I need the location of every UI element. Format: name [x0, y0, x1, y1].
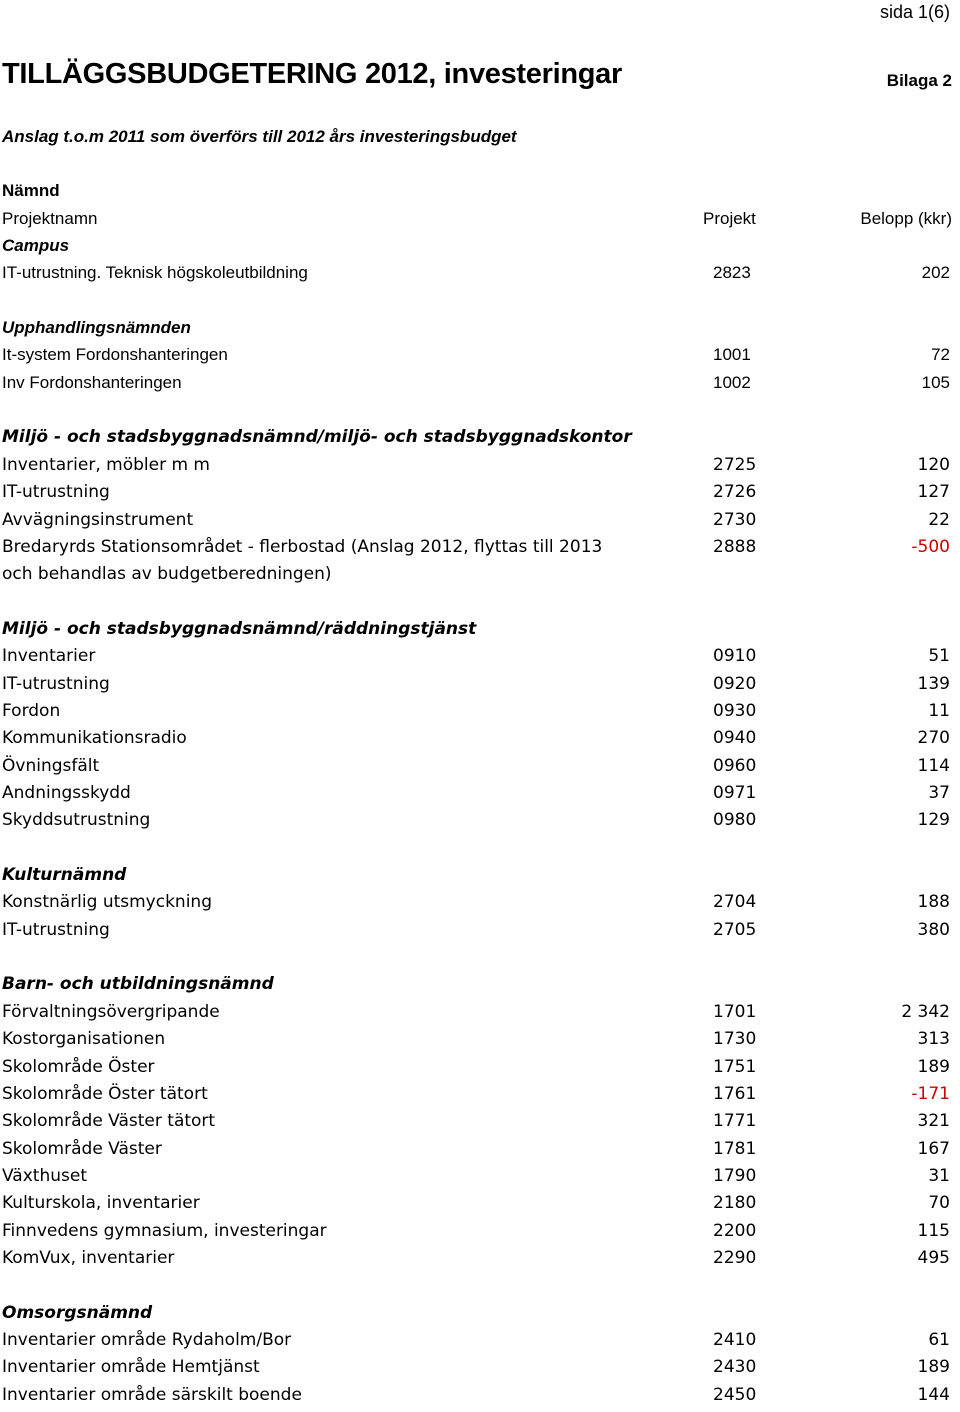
amount-cell: 114: [917, 755, 950, 776]
project-name-cell: Skyddsutrustning: [2, 810, 151, 831]
amount-cell: 313: [917, 1029, 950, 1050]
project-name-cell: Skolområde Öster tätort: [2, 1083, 208, 1104]
project-number-cell: 1730: [713, 1029, 757, 1050]
amount-cell: 72: [931, 345, 950, 365]
amount-cell: 380: [917, 919, 950, 940]
amount-cell: 31: [928, 1165, 950, 1186]
amount-cell: 167: [917, 1138, 950, 1159]
project-number-cell: 1001: [713, 345, 751, 365]
table-row: [2, 345, 950, 372]
appendix-label: Bilaga 2: [886, 71, 952, 90]
table-row: [2, 1248, 950, 1275]
table-row: [2, 1385, 950, 1412]
page-number: sida 1(6): [879, 2, 950, 22]
project-number-cell: 0960: [713, 755, 757, 776]
table-row: [2, 1084, 950, 1111]
project-name-cell: Inventarier: [2, 646, 96, 667]
project-name-cell: Skolområde Väster: [2, 1138, 162, 1159]
project-name-cell: Skolområde Öster: [2, 1056, 155, 1077]
amount-cell: 270: [917, 728, 950, 749]
project-name-cell: IT-utrustning. Teknisk högskoleutbildning: [2, 263, 308, 283]
table-row: [2, 1357, 950, 1384]
project-name-cell: Bredaryrds Stationsområdet - flerbostad (Anslag 2012, flyttas till 2013: [2, 536, 603, 557]
table-row: [2, 1002, 950, 1029]
project-name-cell: IT-utrustning: [2, 482, 110, 503]
table-row: [2, 1029, 950, 1056]
table-row: [2, 674, 950, 701]
project-number-cell: 2823: [713, 263, 751, 283]
amount-cell: 70: [928, 1193, 950, 1214]
table-row: [2, 1166, 950, 1193]
project-number-cell: 2410: [713, 1330, 757, 1350]
table-row: [2, 510, 950, 537]
project-name-cell: IT-utrustning: [2, 673, 110, 694]
section-heading: [2, 865, 950, 892]
amount-cell: 495: [917, 1247, 950, 1268]
amount-cell: 202: [921, 263, 950, 283]
table-row: [2, 1111, 950, 1138]
amount-cell: 189: [917, 1056, 950, 1077]
amount-cell: 188: [917, 892, 950, 913]
project-number-cell: 2730: [713, 509, 757, 530]
project-name-cell: Förvaltningsövergripande: [2, 1001, 220, 1022]
amount-cell: 115: [917, 1220, 950, 1241]
table-row: [2, 1057, 950, 1084]
section-heading-text: Upphandlingsnämnden: [2, 318, 191, 338]
amount-cell: 321: [917, 1111, 950, 1132]
document-title: TILLÄGGSBUDGETERING 2012, investeringar: [2, 58, 622, 90]
amount-cell: 2 342: [901, 1001, 950, 1022]
project-name-cell: Inventarier område Rydaholm/Bor: [2, 1330, 292, 1350]
table-row: [2, 646, 950, 673]
amount-cell: 139: [917, 673, 950, 694]
table-row: [2, 1139, 950, 1166]
table-row: [2, 783, 950, 810]
amount-cell: 105: [921, 372, 950, 392]
project-name-cell: Konstnärlig utsmyckning: [2, 892, 212, 913]
project-name-cell: Avvägningsinstrument: [2, 509, 194, 530]
table-row: [2, 455, 950, 482]
project-name-cell: Inv Fordonshanteringen: [2, 372, 182, 392]
table-row: [2, 263, 950, 290]
table-row: [2, 1330, 950, 1357]
project-name-cell: Kostorganisationen: [2, 1029, 166, 1050]
table-row: [2, 482, 950, 509]
header-amount: Belopp (kkr): [860, 209, 952, 228]
amount-cell: 11: [928, 700, 950, 721]
project-number-cell: 1771: [713, 1111, 757, 1132]
project-number-cell: 1751: [713, 1056, 757, 1077]
section-heading-text: Miljö - och stadsbyggnadsnämnd/räddningstjänst: [2, 618, 477, 639]
section-heading-text: Campus: [2, 236, 70, 255]
project-number-cell: 2704: [713, 892, 757, 913]
project-number-cell: 2705: [713, 919, 757, 940]
table-row: [2, 892, 950, 919]
header-project: Projekt: [703, 209, 756, 228]
project-name-cell: Inventarier område särskilt boende: [2, 1384, 302, 1405]
project-number-cell: 2888: [713, 536, 757, 557]
amount-cell: 127: [917, 482, 950, 503]
table-row: [2, 1193, 950, 1220]
amount-cell: 189: [917, 1357, 950, 1378]
project-name-cell: Kulturskola, inventarier: [2, 1193, 200, 1214]
section-heading-text: Barn- och utbildningsnämnd: [2, 974, 274, 995]
header-project-name: Projektnamn: [2, 209, 98, 228]
project-number-cell: 0910: [713, 646, 757, 667]
section-heading-text: Omsorgsnämnd: [2, 1302, 153, 1323]
project-name-cell: It-system Fordonshanteringen: [2, 345, 228, 365]
project-name-cell: IT-utrustning: [2, 919, 110, 940]
project-number-cell: 2200: [713, 1220, 757, 1241]
section-heading: [2, 1303, 950, 1330]
project-number-cell: 0940: [713, 728, 757, 749]
project-name-cell: Inventarier område Hemtjänst: [2, 1357, 260, 1378]
amount-cell: 129: [917, 810, 950, 831]
project-number-cell: 1761: [713, 1083, 757, 1104]
project-number-cell: 2725: [713, 454, 757, 475]
project-number-cell: 0980: [713, 810, 757, 831]
amount-cell: 120: [917, 454, 950, 475]
amount-cell: 144: [917, 1384, 950, 1405]
project-name-cell: och behandlas av budgetberedningen): [2, 564, 332, 585]
project-number-cell: 2430: [713, 1357, 757, 1378]
project-number-cell: 1002: [713, 372, 751, 392]
amount-cell: 51: [928, 646, 950, 667]
section-heading: [2, 318, 950, 345]
section-heading: [2, 236, 950, 263]
project-name-cell: KomVux, inventarier: [2, 1247, 175, 1268]
table-row: [2, 810, 950, 837]
project-number-cell: 2290: [713, 1247, 757, 1268]
section-heading-text: Miljö - och stadsbyggnadsnämnd/miljö- och stadsbyggnadskontor: [2, 427, 632, 448]
project-number-cell: 0971: [713, 783, 757, 803]
table-row: [2, 537, 950, 564]
project-number-cell: 1781: [713, 1138, 757, 1159]
project-number-cell: 2180: [713, 1193, 757, 1214]
project-number-cell: 0920: [713, 673, 757, 694]
table-row: [2, 701, 950, 728]
project-name-cell: Fordon: [2, 700, 61, 721]
project-name-cell: Skolområde Väster tätort: [2, 1111, 216, 1132]
table-row: [2, 373, 950, 400]
project-number-cell: 2450: [713, 1384, 757, 1405]
project-name-cell: Övningsfält: [2, 755, 100, 776]
table-row: [2, 1221, 950, 1248]
project-name-cell: Andningsskydd: [2, 783, 131, 803]
project-name-cell: Kommunikationsradio: [2, 728, 187, 749]
table-row: [2, 920, 950, 947]
project-number-cell: 1701: [713, 1001, 757, 1022]
project-number-cell: 2726: [713, 482, 757, 503]
section-heading: [2, 619, 950, 646]
document-subtitle: Anslag t.o.m 2011 som överförs till 2012 års investeringsbudget: [2, 127, 517, 146]
amount-cell: -171: [911, 1083, 950, 1104]
amount-cell: 22: [928, 509, 950, 530]
table-row: [2, 728, 950, 755]
section-heading: [2, 974, 950, 1001]
amount-cell: 61: [928, 1330, 950, 1350]
amount-cell: -500: [911, 536, 950, 557]
header-board: Nämnd: [2, 181, 60, 200]
project-number-cell: 1790: [713, 1165, 757, 1186]
section-heading-text: Kulturnämnd: [2, 865, 127, 886]
project-name-cell: Växthuset: [2, 1165, 87, 1186]
project-name-cell: Inventarier, möbler m m: [2, 454, 210, 475]
project-name-cell: Finnvedens gymnasium, investeringar: [2, 1220, 327, 1241]
table-row: [2, 756, 950, 783]
section-heading: [2, 427, 950, 454]
project-number-cell: 0930: [713, 700, 757, 721]
table-row-continuation: [2, 564, 950, 591]
amount-cell: 37: [928, 783, 950, 803]
